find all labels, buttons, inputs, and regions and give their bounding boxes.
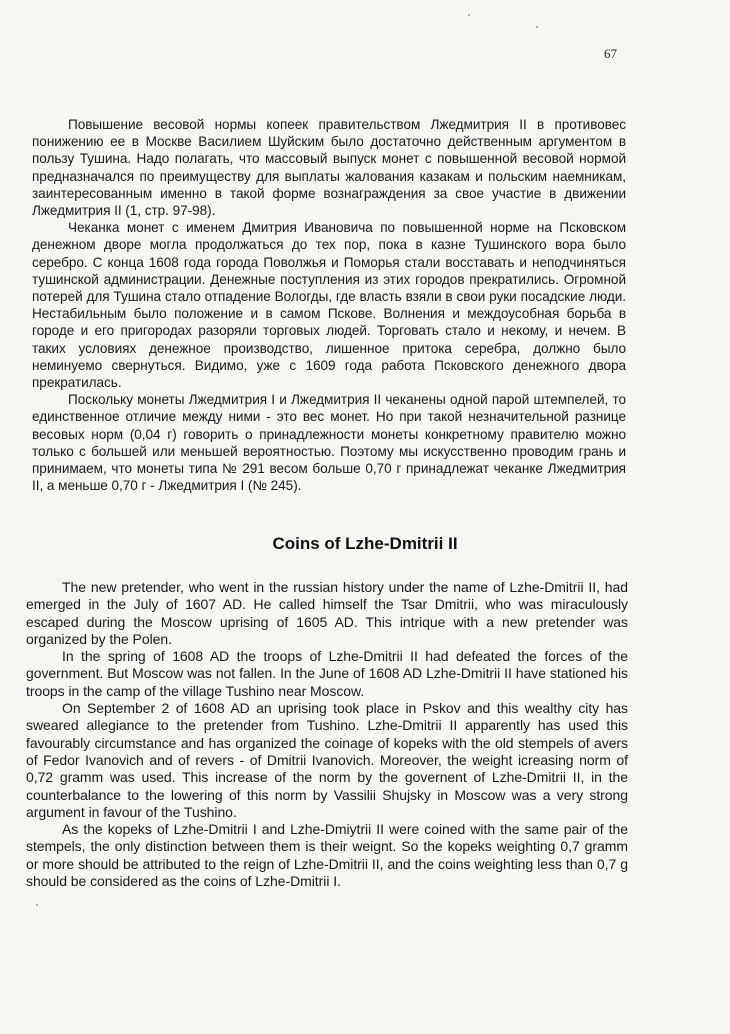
scan-speck (536, 26, 538, 28)
english-paragraph-3: On September 2 of 1608 AD an uprising took place in Pskov and this wealthy city has sweared allegiance to the pretender from Tushino. Lzhe-Dmitrii II apparently has used this favourably circumstance and has organized the coinage of kopeks with the old stempels of avers of Fedor Ivanovich and of revers - of Dmitrii Ivanovich. Moreover, the weight icreasing norm of 0,72 gramm was used. This increase of the norm by the governent of Lzhe-Dmitrii II, in the counterbalance to the lowering of this norm by Vassilii Shujsky in Moscow was a very strong argument in favour of the Tushino. (26, 700, 628, 820)
russian-text-block (32, 116, 626, 494)
russian-paragraph-3: Поскольку монеты Лжедмитрия I и Лжедмитрия II чеканены одной парой штемпелей, то единственное отличие между ними - это вес монет. Но при такой незначительной разнице весовых норм (0,04 г) говорить о принадлежности монеты конкретному правителю можно только с большей или меньшей вероятностью. Поэтому мы искусственно проводим грань и принимаем, что монеты типа № 291 весом больше 0,70 г принадлежат чеканке Лжедмитрия II, а меньше 0,70 г - Лжедмитрия I (№ 245). (32, 392, 626, 494)
english-paragraph-1: The new pretender, who went in the russian history under the name of Lzhe-Dmitrii II, had emerged in the July of 1607 AD. He called himself the Tsar Dmitrii, who was miraculously escaped during the Moscow uprising of 1605 AD. This intrique with a new pretender was organized by the Polen. (26, 579, 628, 647)
russian-paragraph-2: Чеканка монет с именем Дмитрия Ивановича по повышенной норме на Псковском денежном дворе могла продолжаться до тех пор, пока в казне Тушинского вора было серебро. С конца 1608 года города Поволжья и Поморья стали восставать и неподчиняться тушинской администрации. Денежные поступления из этих городов прекратились. Огромной потерей для Тушина стало отпадение Вологды, где власть взяли в свои руки посадские люди. Нестабильным было положение и в самом Пскове. Волнения и междоусобная борьба в городе и его пригородах разоряли торговых людей. Торговать стало и некому, и нечем. В таких условиях денежное производство, лишенное притока серебра, должно было неминуемо свернуться. Видимо, уже с 1609 года работа Псковского денежного двора прекратилась. (32, 220, 626, 391)
russian-paragraph-1: Повышение весовой нормы копеек правительством Лжедмитрия II в противовес понижению ее в Москве Василием Шуйским было достаточно действенным аргументом в пользу Тушина. Надо полагать, что массовый выпуск монет с повышенной весовой нормой предназначался по преимуществу для выплаты жалования казакам и польским наемникам, заинтересованным именно в такой форме вознаграждения за свое участие в движении Лжедмитрия II (1, стр. 97-98). (32, 117, 626, 219)
english-paragraph-4: As the kopeks of Lzhe-Dmitrii I and Lzhe-Dmiytrii II were coined with the same pair of the stempels, the only distinction between them is their weignt. So the kopeks weighting 0,7 gramm or more should be attributed to the reign of Lzhe-Dmitrii II, and the coins weighting less than 0,7 g should be considered as the coins of Lzhe-Dmitrii I. (26, 821, 628, 890)
scan-speck (468, 14, 470, 16)
english-paragraph-2: In the spring of 1608 AD the troops of Lzhe-Dmitrii II had defeated the forces of the government. But Moscow was not fallen. In the June of 1608 AD Lzhe-Dmitrii II have stationed his troops in the camp of the village Tushino near Moscow. (26, 648, 628, 699)
english-text-block (26, 579, 628, 890)
scan-speck (36, 904, 38, 906)
section-title: Coins of Lzhe-Dmitrii II (272, 534, 458, 553)
page-number: 67 (604, 46, 617, 61)
